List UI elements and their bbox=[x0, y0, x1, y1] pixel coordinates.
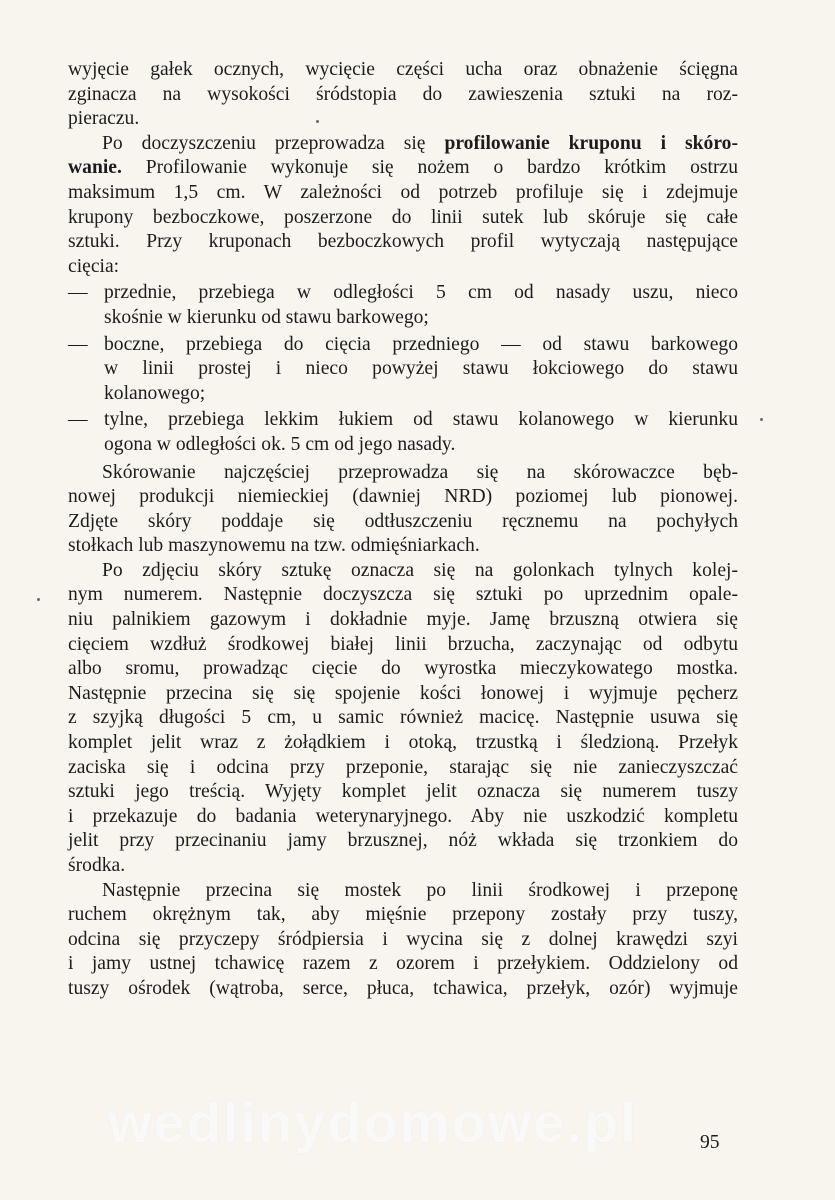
text-line: niu palnikiem gazowym i dokładnie myje. Jamę brzuszną otwiera się bbox=[68, 609, 738, 631]
text-line: w linii prostej i nieco powyżej stawu łokciowego do stawu bbox=[104, 358, 738, 380]
dash-marker: — bbox=[68, 333, 88, 355]
text-line: tylne, przebiega lekkim łukiem od stawu kolanowego w kierunku bbox=[104, 409, 738, 431]
text-line: nym numerem. Następnie doczyszcza się sztuki po uprzednim opale- bbox=[68, 584, 738, 606]
text-line: przednie, przebiega w odległości 5 cm od nasady uszu, nieco bbox=[104, 282, 738, 304]
dash-marker: — bbox=[68, 282, 88, 304]
paragraph-3 bbox=[68, 461, 738, 559]
page-number: 95 bbox=[700, 1132, 720, 1153]
text-line: skośnie w kierunku od stawu barkowego; bbox=[104, 306, 429, 328]
text-line: albo sromu, prowadząc cięcie do wyrostka mieczykowatego mostka. bbox=[68, 658, 738, 680]
scan-speck bbox=[316, 120, 319, 123]
text-line bbox=[68, 132, 738, 157]
paragraph-4 bbox=[68, 559, 738, 879]
text-run: Po doczyszczeniu przeprowadza się bbox=[102, 132, 445, 154]
text-line: środka. bbox=[68, 855, 126, 876]
text-line: jelit przy przecinaniu jamy brzusznej, nóż wkłada się trzonkiem do bbox=[68, 830, 738, 852]
page-body bbox=[68, 58, 738, 1002]
text-line: z szyjką długości 5 cm, u samic również macicę. Następnie usuwa się bbox=[68, 707, 738, 729]
bold-term: profilowanie kruponu i skóro- bbox=[444, 132, 738, 154]
text-line: cięcia: bbox=[68, 255, 120, 277]
text-line bbox=[68, 156, 738, 181]
text-line: ogona w odległości ok. 5 cm od jego nasady. bbox=[104, 433, 456, 455]
text-line: i jamy ustnej tchawicę razem z ozorem i przełykiem. Oddzielony od bbox=[68, 953, 738, 975]
text-line: zaciska się i odcina przy przeponie, starając się nie zanieczyszczać bbox=[68, 756, 738, 778]
dash-marker: — bbox=[68, 409, 88, 431]
bullet-item bbox=[68, 281, 738, 330]
text-line: maksimum 1,5 cm. W zależności od potrzeb profiluje się i zdejmuje bbox=[68, 181, 738, 203]
text-line: boczne, przebiega do cięcia przedniego — od stawu barkowego bbox=[104, 333, 738, 355]
text-line: sztuki. Przy kruponach bezboczkowych profil wytyczają następujące bbox=[68, 231, 738, 253]
scan-speck bbox=[37, 598, 40, 601]
text-line: odcina się przyczepy śródpiersia i wycina się z dolnej krawędzi szyi bbox=[68, 928, 738, 950]
bullet-list bbox=[68, 281, 738, 457]
text-line: nowej produkcji niemieckiej (dawniej NRD) poziomej lub pionowej. bbox=[68, 486, 738, 508]
scan-speck bbox=[760, 418, 763, 421]
text-line: kolanowego; bbox=[104, 382, 206, 404]
text-line: zginacza na wysokości śródstopia do zawieszenia sztuki na roz- bbox=[68, 83, 738, 105]
text-line: Następnie przecina się się spojenie kości łonowej i wyjmuje pęcherz bbox=[68, 682, 738, 704]
text-line: wyjęcie gałek ocznych, wycięcie części ucha oraz obnażenie ścięgna bbox=[68, 59, 738, 80]
text-line: sztuki jego treścią. Wyjęty komplet jelit oznacza się numerem tuszy bbox=[68, 781, 738, 803]
bullet-item bbox=[68, 408, 738, 457]
text-line: i przekazuje do badania weterynaryjnego. Aby nie uszkodzić kompletu bbox=[68, 805, 738, 827]
text-line: Następnie przecina się mostek po linii środkowej i przeponę bbox=[102, 879, 738, 901]
text-line: Po zdjęciu skóry sztukę oznacza się na golonkach tylnych kolej- bbox=[102, 559, 738, 581]
text-run: Profilowanie wykonuje się nożem o bardzo krótkim ostrzu bbox=[121, 157, 738, 179]
text-line: Skórowanie najczęściej przeprowadza się na skórowaczce bęb- bbox=[102, 461, 738, 483]
text-line: stołkach lub maszynowemu na tzw. odmięśniarkach. bbox=[68, 535, 480, 557]
paragraph-1 bbox=[68, 58, 738, 132]
bold-term: wanie. bbox=[68, 157, 122, 179]
text-line: Zdjęte skóry poddaje się odtłuszczeniu ręcznemu na pochyłych bbox=[68, 510, 738, 532]
text-line: krupony bezboczkowe, poszerzone do linii sutek lub skóruje się całe bbox=[68, 206, 738, 228]
paragraph-5 bbox=[68, 879, 738, 1002]
watermark-text: wedlinydomowe.pl bbox=[108, 1091, 638, 1154]
text-line: pieraczu. bbox=[68, 108, 140, 130]
text-line: tuszy ośrodek (wątroba, serce, płuca, tchawica, przełyk, ozór) wyjmuje bbox=[68, 977, 738, 999]
text-line: ruchem okrężnym tak, aby mięśnie przepony zostały przy tuszy, bbox=[68, 904, 738, 926]
text-line: komplet jelit wraz z żołądkiem i otoką, trzustką i śledzioną. Przełyk bbox=[68, 732, 738, 754]
paragraph-2 bbox=[68, 132, 738, 280]
bullet-item bbox=[68, 333, 738, 407]
text-line: cięciem wzdłuż środkowej białej linii brzucha, zaczynając od odbytu bbox=[68, 633, 738, 655]
